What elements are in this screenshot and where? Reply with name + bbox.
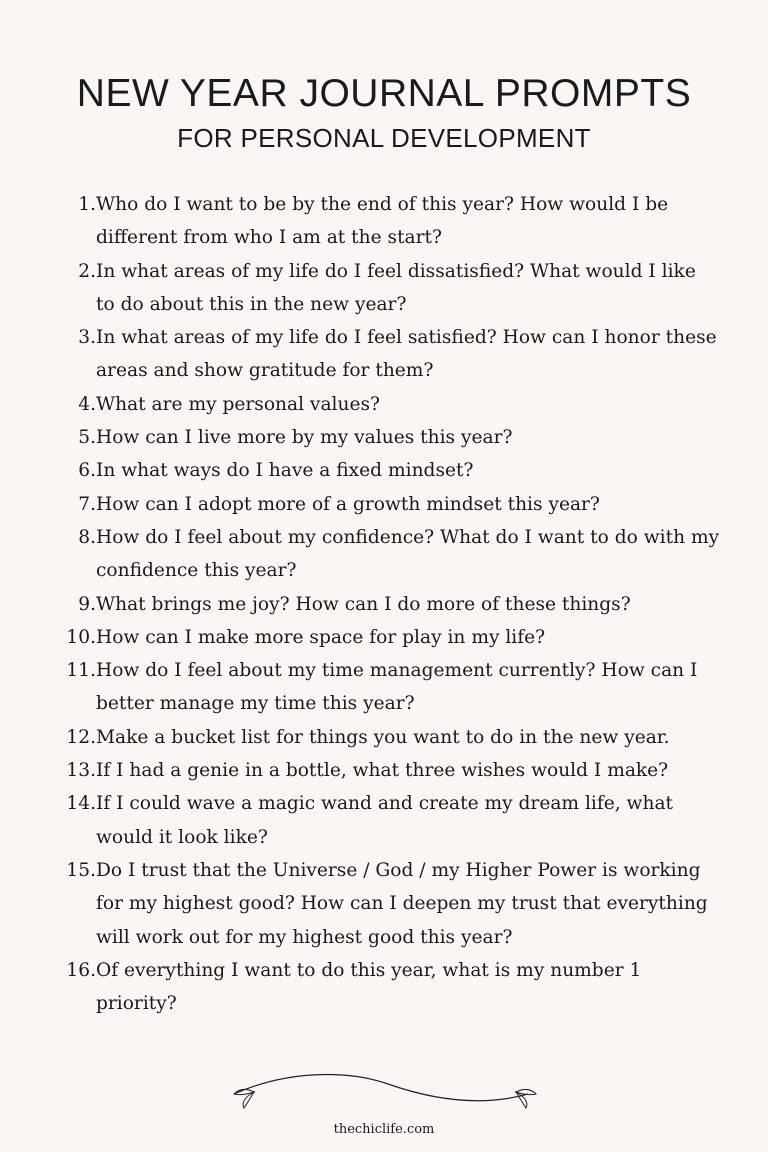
prompt-item bbox=[0, 654, 720, 721]
prompt-list bbox=[0, 188, 720, 1020]
prompt-text: Do I trust that the Universe / God / my Higher Power is working for my highest good? How can I deepen my trust that everything will work out for my highest good this year? bbox=[96, 859, 708, 948]
prompt-item bbox=[0, 188, 720, 255]
prompt-number: 7. bbox=[78, 493, 96, 515]
prompt-item bbox=[0, 621, 720, 654]
prompt-text: Of everything I want to do this year, what is my number 1 priority? bbox=[96, 959, 642, 1015]
prompt-text: Make a bucket list for things you want to do in the new year. bbox=[96, 726, 670, 748]
prompt-number: 14. bbox=[66, 793, 96, 815]
prompt-number: 9. bbox=[78, 593, 96, 615]
prompt-item bbox=[0, 588, 720, 621]
prompt-text: How can I make more space for play in my life? bbox=[96, 626, 546, 648]
prompt-number: 11. bbox=[66, 660, 96, 682]
prompt-number: 6. bbox=[78, 460, 96, 482]
prompt-number: 16. bbox=[66, 959, 96, 981]
prompt-text: If I could wave a magic wand and create my dream life, what would it look like? bbox=[96, 793, 673, 848]
prompt-text: What are my personal values? bbox=[96, 393, 380, 415]
prompt-text: What brings me joy? How can I do more of these things? bbox=[96, 593, 631, 615]
prompt-text: If I had a genie in a bottle, what three wishes would I make? bbox=[96, 760, 669, 782]
prompt-item bbox=[0, 754, 720, 787]
prompt-number: 13. bbox=[66, 760, 96, 782]
prompt-number: 2. bbox=[78, 260, 96, 282]
page-title: NEW YEAR JOURNAL PROMPTS bbox=[76, 72, 692, 115]
prompt-item bbox=[0, 488, 720, 521]
prompt-number: 15. bbox=[66, 859, 96, 881]
prompt-item bbox=[0, 255, 720, 322]
prompt-number: 3. bbox=[78, 327, 96, 349]
page-subtitle: FOR PERSONAL DEVELOPMENT bbox=[177, 123, 591, 153]
prompt-item bbox=[0, 388, 720, 421]
prompt-number: 12. bbox=[66, 726, 96, 748]
prompt-text: In what areas of my life do I feel dissatisfied? What would I like to do about this in the new year? bbox=[96, 260, 696, 315]
prompt-number: 4. bbox=[78, 393, 96, 415]
vine-divider-icon bbox=[228, 1072, 542, 1112]
prompt-item bbox=[0, 321, 720, 388]
prompt-text: Who do I want to be by the end of this year? How would I be different from who I am at the start? bbox=[96, 194, 669, 249]
prompt-number: 1. bbox=[78, 194, 96, 215]
prompt-item bbox=[0, 521, 720, 588]
prompt-number: 8. bbox=[78, 526, 96, 548]
prompt-item bbox=[0, 421, 720, 454]
prompt-text: How can I live more by my values this year? bbox=[96, 427, 513, 449]
prompt-item bbox=[0, 787, 720, 854]
footer-website: thechiclife.com bbox=[333, 1122, 435, 1137]
prompt-item bbox=[0, 854, 720, 954]
prompt-number: 10. bbox=[66, 626, 96, 648]
prompt-text: How do I feel about my time management currently? How can I better manage my time this year? bbox=[96, 660, 698, 715]
prompt-text: How do I feel about my confidence? What do I want to do with my confidence this year? bbox=[96, 526, 720, 582]
prompt-item bbox=[0, 721, 720, 754]
prompt-text: How can I adopt more of a growth mindset this year? bbox=[96, 493, 600, 515]
prompt-text: In what areas of my life do I feel satisfied? How can I honor these areas and show gratitude for them? bbox=[96, 327, 717, 382]
prompt-item bbox=[0, 954, 720, 1021]
prompt-text: In what ways do I have a fixed mindset? bbox=[96, 460, 474, 482]
prompt-number: 5. bbox=[78, 427, 96, 449]
prompt-item bbox=[0, 454, 720, 487]
